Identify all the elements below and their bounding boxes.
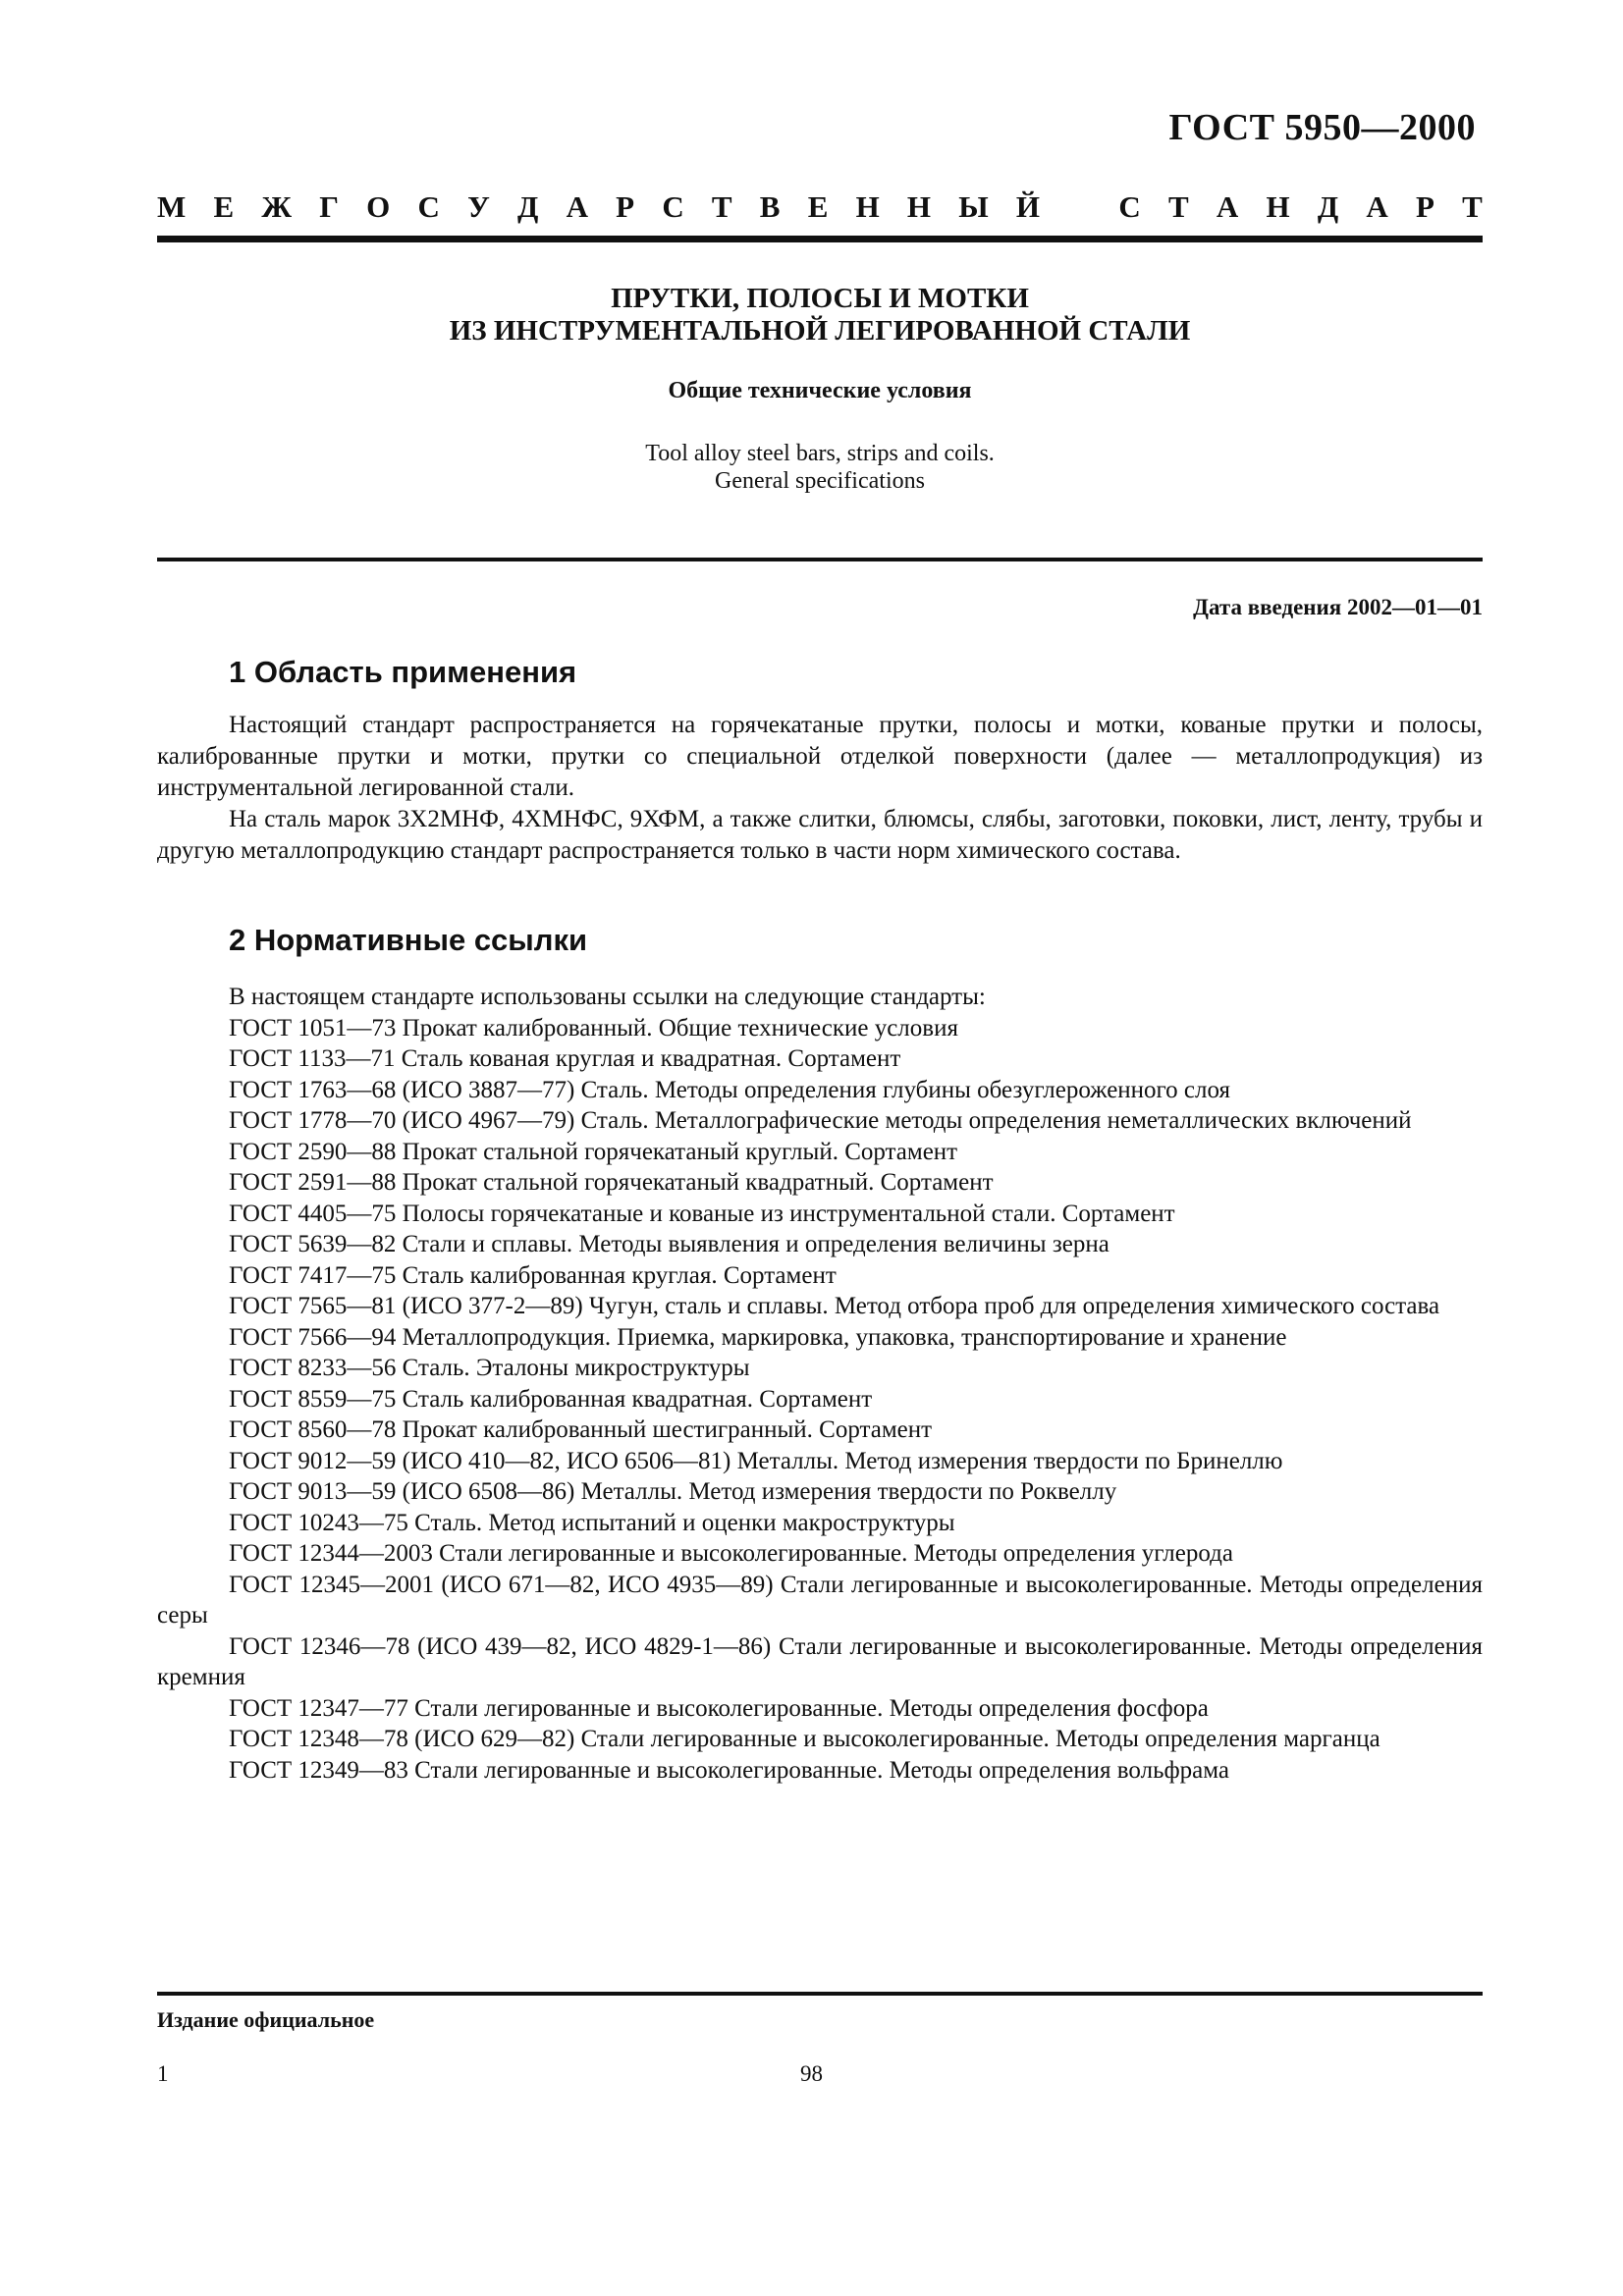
banner-letter: С <box>662 189 684 224</box>
footer-divider <box>157 1992 1483 1996</box>
sheet-number: 1 <box>157 2061 169 2086</box>
reference-item: ГОСТ 7565—81 (ИСО 377-2—89) Чугун, сталь и сплавы. Метод отбора проб для определения химического состава <box>229 1293 1440 1319</box>
banner-letter: Т <box>1462 189 1483 224</box>
official-edition-label: Издание официальное <box>157 2007 375 2032</box>
interstate-standard-banner <box>157 189 1483 225</box>
section-1-heading: 1 Область применения <box>229 655 577 689</box>
banner-letter: А <box>1366 189 1388 224</box>
english-title <box>157 440 1483 495</box>
banner-letter: А <box>566 189 588 224</box>
banner-letter: У <box>467 189 490 224</box>
reference-item: ГОСТ 7566—94 Металлопродукция. Приемка, маркировка, упаковка, транспортирование и хранение <box>229 1323 1287 1351</box>
reference-item: ГОСТ 12349—83 Стали легированные и высоколегированные. Методы определения вольфрама <box>229 1756 1230 1784</box>
banner-letter: Т <box>1168 189 1189 224</box>
banner-letter: Й <box>1015 189 1041 224</box>
reference-item: ГОСТ 7417—75 Сталь калиброванная круглая. Сортамент <box>229 1261 837 1289</box>
banner-letter: Н <box>855 189 880 224</box>
banner-letter: С <box>417 189 440 224</box>
reference-item: ГОСТ 8560—78 Прокат калиброванный шестигранный. Сортамент <box>229 1416 933 1443</box>
english-title-line-1: Tool alloy steel bars, strips and coils. <box>645 441 995 466</box>
title-line-2: ИЗ ИНСТРУМЕНТАЛЬНОЙ ЛЕГИРОВАННОЙ СТАЛИ <box>449 315 1191 347</box>
reference-item: ГОСТ 5639—82 Стали и сплавы. Методы выявления и определения величины зерна <box>229 1231 1109 1257</box>
reference-item: ГОСТ 12344—2003 Стали легированные и высоколегированные. Методы определения углерода <box>229 1540 1233 1567</box>
reference-item: ГОСТ 1133—71 Сталь кованая круглая и квадратная. Сортамент <box>229 1045 901 1072</box>
section-2-heading: 2 Нормативные ссылки <box>229 923 588 957</box>
banner-gap <box>1067 189 1091 225</box>
section-1-paragraph-1: Настоящий стандарт распространяется на горячекатаные прутки, полосы и мотки, кованые прутки и полосы, калиброванные прутки и мотки, прутки со специальной отделкой поверхности (далее — металлопродукция) из инструментальной легированной стали. <box>157 712 1483 801</box>
banner-letter: Н <box>1266 189 1290 224</box>
banner-letter: Г <box>319 189 339 224</box>
reference-item: ГОСТ 12347—77 Стали легированные и высоколегированные. Методы определения фосфора <box>229 1694 1209 1722</box>
reference-item: ГОСТ 12346—78 (ИСО 439—82, ИСО 4829-1—86) Стали легированные и высоколегированные. Методы определения кремния <box>157 1632 1483 1690</box>
reference-item: ГОСТ 1763—68 (ИСО 3887—77) Сталь. Методы определения глубины обезуглероженного слоя <box>229 1076 1231 1103</box>
reference-item: ГОСТ 12348—78 (ИСО 629—82) Стали легированные и высоколегированные. Методы определения марганца <box>229 1726 1380 1752</box>
reference-item: ГОСТ 4405—75 Полосы горячекатаные и кованые из инструментальной стали. Сортамент <box>229 1200 1175 1227</box>
banner-letter: Ж <box>261 189 293 224</box>
document-title <box>157 283 1483 347</box>
reference-item: ГОСТ 1778—70 (ИСО 4967—79) Сталь. Металлографические методы определения неметаллических включений <box>229 1107 1412 1134</box>
banner-letter: С <box>1118 189 1141 224</box>
title-divider <box>157 558 1483 561</box>
banner-letter: О <box>366 189 391 224</box>
banner-letter: Р <box>616 189 635 224</box>
reference-item: ГОСТ 2590—88 Прокат стальной горячекатаный круглый. Сортамент <box>229 1138 958 1165</box>
banner-letter: Т <box>711 189 732 224</box>
header-divider <box>157 236 1483 242</box>
page-number: 98 <box>800 2061 823 2086</box>
reference-item: ГОСТ 9012—59 (ИСО 410—82, ИСО 6506—81) Металлы. Метод измерения твердости по Бринеллю <box>229 1447 1283 1474</box>
references-intro: В настоящем стандарте использованы ссылки на следующие стандарты: <box>229 984 986 1010</box>
normative-references-list <box>157 982 1483 1786</box>
reference-item: ГОСТ 12345—2001 (ИСО 671—82, ИСО 4935—89) Стали легированные и высоколегированные. Методы определения серы <box>157 1571 1483 1629</box>
reference-item: ГОСТ 10243—75 Сталь. Метод испытаний и оценки макроструктуры <box>229 1509 955 1536</box>
section-1-paragraph-2: На сталь марок 3Х2МНФ, 4ХМНФС, 9ХФМ, а также слитки, блюмсы, слябы, заготовки, поковки, лист, ленту, трубы и другую металлопродукцию стандарт распространяется только в части норм химического состава. <box>157 806 1483 864</box>
banner-letter: Р <box>1415 189 1434 224</box>
document-number: ГОСТ 5950—2000 <box>1168 107 1476 148</box>
title-line-1: ПРУТКИ, ПОЛОСЫ И МОТКИ <box>611 283 1029 314</box>
reference-item: ГОСТ 9013—59 (ИСО 6508—86) Металлы. Метод измерения твердости по Роквеллу <box>229 1478 1117 1505</box>
reference-item: ГОСТ 1051—73 Прокат калиброванный. Общие технические условия <box>229 1014 958 1041</box>
banner-letter: Н <box>906 189 932 224</box>
banner-letter: Е <box>213 189 235 224</box>
banner-letter: Д <box>517 189 539 224</box>
banner-letter: В <box>759 189 781 224</box>
banner-letter: Ы <box>958 189 989 224</box>
reference-item: ГОСТ 8559—75 Сталь калиброванная квадратная. Сортамент <box>229 1385 873 1413</box>
reference-item: ГОСТ 8233—56 Сталь. Эталоны микроструктуры <box>229 1355 750 1381</box>
banner-letter: Е <box>807 189 829 224</box>
banner-letter: М <box>157 189 187 224</box>
banner-letter: А <box>1216 189 1239 224</box>
english-title-line-2: General specifications <box>715 468 925 494</box>
reference-item: ГОСТ 2591—88 Прокат стальной горячекатаный квадратный. Сортамент <box>229 1169 994 1196</box>
introduction-date: Дата введения 2002—01—01 <box>1193 595 1483 619</box>
document-subtitle: Общие технические условия <box>668 378 972 403</box>
banner-letter: Д <box>1317 189 1339 224</box>
